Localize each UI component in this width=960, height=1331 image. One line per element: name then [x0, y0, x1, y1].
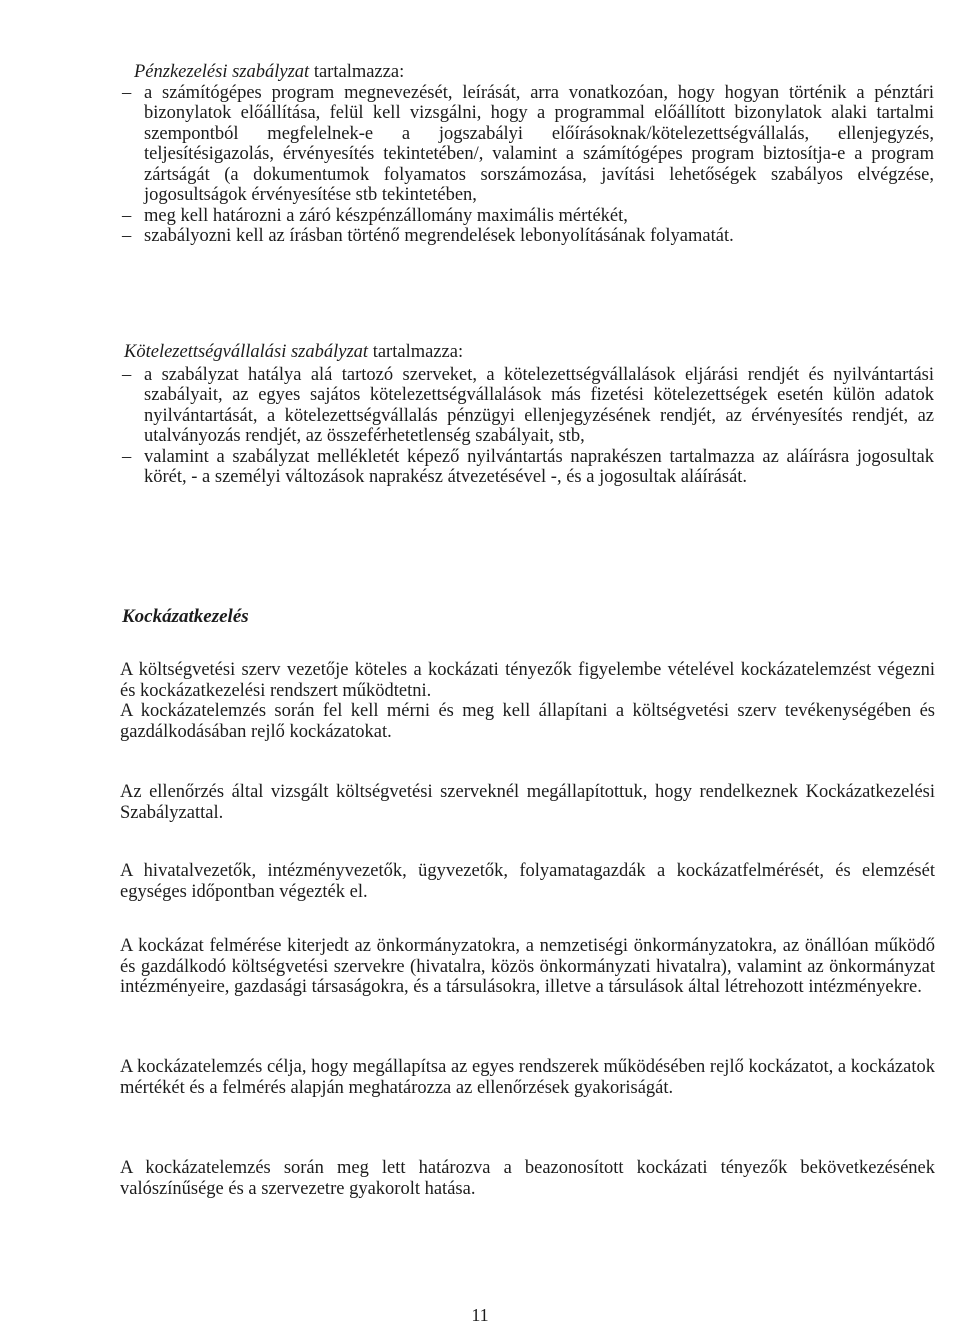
paragraph-6: A kockázatelemzés során meg lett határozva a beazonosított kockázati tényezők bekövetkezésének valószínűsége és a szervezetre gyakorolt hatása.: [120, 1158, 935, 1199]
kotelezettsegvallalasi-section: [124, 342, 934, 488]
list-item: – a számítógépes program megnevezését, leírását, arra vonatkozóan, hogy hogyan történik a pénztári bizonylatok előállítása, felül kell vizsgálni, hogy a programmal előállított bizonylatok alaki tartalmi szempontból megfelelnek-e a jogszabályi előírásoknak/kötelezettségvállalás, ellenjegyzés, teljesítésigazolás, érvényesítés tekintetében/, valamint a számítógépes program biztosítja-e a program zártságát (a dokumentumok folyamatos sorszámozása, javítási lehetőségek szabályos elvégzése, jogosultságok érvényesítése stb tekintetében,: [122, 83, 934, 206]
kotelezettsegvallalasi-intro: Kötelezettségvállalási szabályzat tartalmazza:: [124, 342, 464, 362]
penzkezelesi-intro: Pénzkezelési szabályzat tartalmazza:: [134, 62, 405, 82]
paragraph-1: A költségvetési szerv vezetője köteles a kockázati tényezők figyelembe vételével kockázatelemzést végezni és kockázatkezelési rendszert működtetni. A kockázatelemzés során fel kell mérni és meg kell állapítani a költségvetési szerv tevékenységében és gazdálkodásában rejlő kockázatokat.: [120, 660, 935, 742]
paragraph-4: A kockázat felmérése kiterjedt az önkormányzatokra, a nemzetiségi önkormányzatokra, az önállóan működő és gazdálkodó költségvetési szervekre (hivatalra, közös önkormányzati hivatalra), valamint az önkormányzat intézményeire, gazdasági társaságokra, és a társulásokra, illetve a társulások által létrehozott intézményekre.: [120, 936, 935, 997]
paragraph-2: Az ellenőrzés által vizsgált költségvetési szerveknél megállapítottuk, hogy rendelkeznek Kockázatkezelési Szabályzattal.: [120, 782, 935, 823]
list-item: – valamint a szabályzat mellékletét képező nyilvántartás naprakészen tartalmazza az aláírásra jogosultak körét, - a személyi változások naprakész átvezetésével -, és a jogosultak aláírását.: [122, 447, 934, 488]
paragraph-3: A hivatalvezetők, intézményvezetők, ügyvezetők, folyamatagazdák a kockázatfelmérését, és elemzését egységes időpontban végezték el.: [120, 861, 935, 902]
list-item: – a szabályzat hatálya alá tartozó szerveket, a kötelezettségvállalások eljárási rendjét és nyilvántartási szabályait, az egyes sajátos kötelezettségvállalások más fizetési kötelezettségek esetén külön adatok nyilvántartását, a kötelezettségvállalás pénzügyi ellenjegyzésének rendjét, az érvényesítés rendjét, az utalványozás rendjét, az összeférhetetlenség szabályait, stb,: [122, 365, 934, 447]
kotelezettsegvallalasi-list: [122, 365, 934, 488]
page-number: 11: [471, 1305, 489, 1325]
list-item: – meg kell határozni a záró készpénzállomány maximális mértékét,: [122, 206, 934, 227]
list-item: – szabályozni kell az írásban történő megrendelések lebonyolításának folyamatát.: [122, 226, 934, 247]
paragraph-5: A kockázatelemzés célja, hogy megállapítsa az egyes rendszerek működésében rejlő kockázatot, a kockázatok mértékét és a felmérés alapján meghatározza az ellenőrzések gyakoriságát.: [120, 1057, 935, 1098]
penzkezelesi-list: [122, 83, 934, 247]
penzkezelesi-section: [134, 62, 934, 247]
section-heading: Kockázatkezelés: [122, 606, 249, 627]
